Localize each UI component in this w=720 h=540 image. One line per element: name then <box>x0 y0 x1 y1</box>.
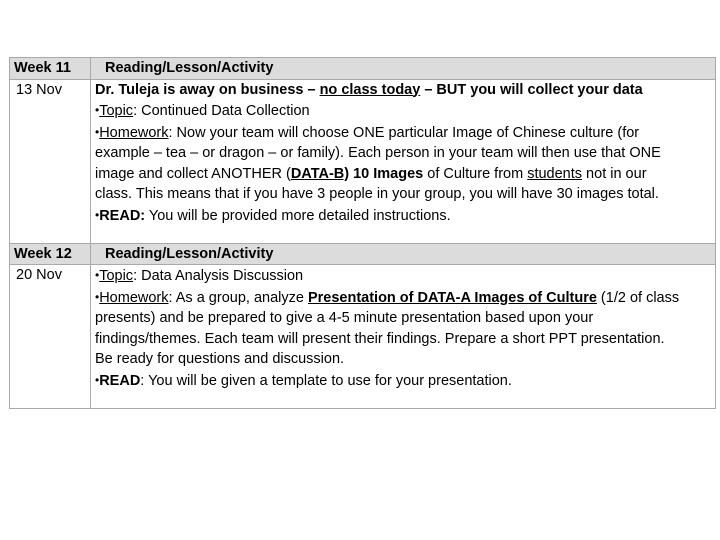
bullet-icon: • <box>95 207 100 222</box>
homework-line-3 <box>95 164 711 185</box>
homework-line-4: class. This means that if you have 3 people in your group, you will have 30 images total. <box>95 186 659 202</box>
presentation-title: Presentation of DATA-A Images of Culture <box>307 289 597 306</box>
content-cell <box>91 265 716 409</box>
read-text: You will be provided more detailed instructions. <box>145 207 451 224</box>
text-fragment: : As a group, analyze <box>168 289 308 306</box>
read-label: READ <box>99 372 141 389</box>
students-label: students <box>527 165 583 182</box>
week-label: Week 12 <box>10 243 91 265</box>
text-fragment: of Culture from <box>423 165 528 182</box>
homework-line <box>95 287 711 309</box>
topic-text: : Continued Data Collection <box>133 103 310 119</box>
homework-line-3: findings/themes. Each team will present their findings. Prepare a short PPT presentation. <box>95 330 665 347</box>
read-line <box>95 370 711 392</box>
homework-line-2: presents) and be prepared to give a 4-5 minute presentation based upon your <box>95 310 594 326</box>
topic-line <box>95 265 711 287</box>
text-fragment: not in our <box>582 165 647 182</box>
homework-line-2: example – tea – or dragon – or family). Each person in your team will then use that ONE <box>95 145 661 161</box>
week-12-content-row <box>10 265 716 409</box>
announcement-text: Dr. Tuleja is away on business – <box>95 81 320 98</box>
ten-images-label: 10 Images <box>349 165 424 182</box>
content-cell <box>91 79 716 243</box>
no-class-text: no class today <box>319 81 421 98</box>
column-heading: Reading/Lesson/Activity <box>91 58 716 80</box>
text-fragment: image and collect ANOTHER ( <box>95 165 291 182</box>
date-cell: 20 Nov <box>10 265 91 409</box>
schedule-table <box>9 57 716 409</box>
homework-line-4: Be ready for questions and discussion. <box>95 351 345 367</box>
topic-label: Topic <box>99 103 134 119</box>
read-label: READ: <box>99 207 146 224</box>
bullet-icon: • <box>95 124 100 139</box>
column-heading: Reading/Lesson/Activity <box>91 243 716 265</box>
date-cell: 13 Nov <box>10 79 91 243</box>
data-b-label: DATA-B) <box>290 165 350 182</box>
topic-line <box>95 100 711 122</box>
bullet-icon: • <box>95 103 100 117</box>
announcement-text-end: – BUT you will collect your data <box>420 81 643 98</box>
week-12-header-row <box>10 243 716 265</box>
bullet-icon: • <box>95 372 100 387</box>
homework-text: : Now your team will choose ONE particular Image of Chinese culture (for <box>168 124 640 141</box>
bullet-icon: • <box>95 268 100 282</box>
announcement-line <box>95 80 711 101</box>
read-text: : You will be given a template to use for your presentation. <box>140 372 512 389</box>
topic-label: Topic <box>99 268 134 284</box>
read-line <box>95 205 711 227</box>
week-11-header-row <box>10 58 716 80</box>
week-11-content-row <box>10 79 716 243</box>
week-label: Week 11 <box>10 58 91 80</box>
homework-label: Homework <box>99 124 169 141</box>
homework-line <box>95 122 711 144</box>
homework-label: Homework <box>99 289 169 306</box>
topic-text: : Data Analysis Discussion <box>133 268 304 284</box>
bullet-icon: • <box>95 289 100 304</box>
text-fragment: (1/2 of class <box>596 289 680 306</box>
